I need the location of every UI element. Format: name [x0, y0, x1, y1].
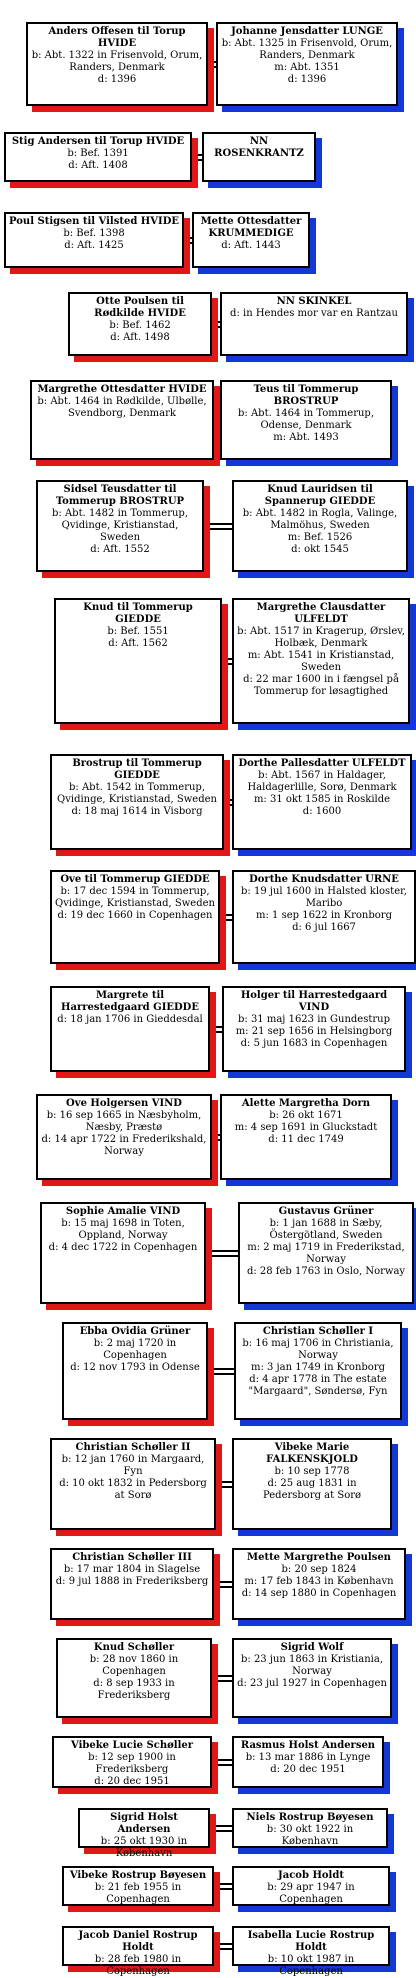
- marriage-connector: [210, 523, 232, 525]
- person-detail: d: 18 maj 1614 in Visborg: [71, 806, 203, 817]
- person-name: Sigrid Holst Andersen: [110, 1812, 178, 1835]
- person-detail: b: 26 okt 1671: [269, 1110, 343, 1121]
- person-detail: m: Abt. 1351: [274, 62, 340, 73]
- marriage-connector: [212, 1255, 238, 1257]
- person-detail: b: Abt. 1322 in Frisenvold, Orum, Randers, Denmark: [31, 50, 203, 73]
- marriage-connector: [214, 61, 216, 63]
- person-detail: m: 31 okt 1585 in Roskilde: [253, 794, 391, 805]
- marriage-connector: [218, 1759, 232, 1761]
- person-detail: d: in Hendes mor var en Rantzau: [230, 308, 398, 319]
- marriage-connector: [198, 154, 202, 156]
- marriage-connector: [212, 1250, 238, 1252]
- marriage-connector: [214, 1368, 234, 1370]
- person-box-left[interactable]: [50, 754, 224, 850]
- person-name: Holger til Harrestedgaard VIND: [240, 990, 388, 1013]
- person-box-left[interactable]: [56, 1638, 212, 1718]
- person-detail: m: 4 sep 1691 in Gluckstadt: [234, 1122, 378, 1133]
- marriage-connector: [228, 658, 232, 660]
- person-name: Margrethe Ottesdatter HVIDE: [37, 384, 207, 395]
- marriage-connector: [190, 242, 192, 244]
- person-detail: d: 20 dec 1951: [270, 1764, 346, 1775]
- person-detail: d: 5 jun 1683 in Copenhagen: [240, 1038, 388, 1049]
- person-box-left[interactable]: [50, 986, 210, 1072]
- person-detail: b: Abt. 1567 in Haldager, Haldagerlille, Sorø, Denmark: [247, 770, 397, 793]
- person-box-left[interactable]: [4, 212, 184, 268]
- person-name: Christian Schøller III: [72, 1552, 192, 1563]
- person-name: Knud til Tommerup GIEDDE: [83, 602, 193, 625]
- marriage-connector: [218, 1680, 232, 1682]
- person-box-left[interactable]: [50, 1438, 216, 1530]
- marriage-connector: [190, 237, 192, 239]
- marriage-connector: [220, 1948, 232, 1950]
- person-box-right[interactable]: [232, 1926, 390, 1977]
- person-detail: b: Bef. 1551: [107, 626, 169, 637]
- person-box-left[interactable]: [4, 132, 192, 182]
- person-detail: b: 23 jun 1863 in Kristiania, Norway: [241, 1654, 383, 1677]
- person-box-right[interactable]: [220, 292, 408, 356]
- person-detail: b: 31 maj 1623 in Gundestrup: [238, 1014, 390, 1025]
- person-box-left[interactable]: [54, 598, 222, 724]
- marriage-connector: [226, 919, 232, 921]
- person-box-left[interactable]: [36, 480, 204, 572]
- person-name: Otte Poulsen til Rødkilde HVIDE: [94, 296, 186, 319]
- person-detail: d: 8 sep 1933 in Frederiksberg: [93, 1678, 175, 1701]
- person-name: Sigrid Wolf: [280, 1642, 344, 1653]
- person-name: Poul Stigsen til Vilsted HVIDE: [9, 216, 179, 227]
- person-detail: b: 29 apr 1947 in Copenhagen: [267, 1882, 355, 1905]
- person-detail: b: 16 sep 1665 in Næsbyholm, Næsby, Præstø: [46, 1110, 202, 1133]
- person-detail: m: Abt. 1493: [273, 432, 339, 443]
- person-detail: b: 21 feb 1955 in Copenhagen: [94, 1882, 182, 1905]
- person-box-right[interactable]: [192, 212, 310, 268]
- marriage-connector: [214, 66, 216, 68]
- person-detail: b: Abt. 1482 in Rogla, Valinge, Malmöhus, Sweden: [242, 508, 398, 531]
- person-detail: d: 1396: [97, 74, 137, 85]
- person-detail: d: 14 apr 1722 in Frederikshald, Norway: [41, 1134, 207, 1157]
- person-box-right[interactable]: [202, 132, 316, 182]
- person-name: Knud Schøller: [93, 1642, 175, 1653]
- person-box-right[interactable]: [238, 1202, 414, 1304]
- person-detail: b: Abt. 1464 in Rødkilde, Ulbølle, Svendborg, Denmark: [37, 396, 207, 419]
- person-detail: b: Abt. 1482 in Tommerup, Qvidinge, Kristianstad, Sweden: [52, 508, 188, 543]
- person-name: Anders Offesen til Torup HVIDE: [48, 26, 186, 49]
- person-detail: b: 17 dec 1594 in Tommerup, Qvidinge, Kristianstad, Sweden: [55, 886, 215, 909]
- person-detail: b: 19 jul 1600 in Halsted kloster, Maribo: [241, 886, 407, 909]
- person-name: Dorthe Pallesdatter ULFELDT: [238, 758, 406, 769]
- marriage-connector: [220, 1888, 232, 1890]
- person-detail: m: 3 jan 1749 in Kronborg: [250, 1362, 385, 1373]
- person-box-left[interactable]: [30, 380, 214, 460]
- person-name: Stig Andersen til Torup HVIDE: [11, 136, 185, 147]
- person-detail: b: 28 feb 1980 in Copenhagen: [94, 1954, 182, 1977]
- person-detail: b: 1 jan 1688 in Sæby, Östergötland, Sweden: [269, 1218, 383, 1241]
- person-name: Sidsel Teusdatter til Tommerup BROSTRUP: [55, 484, 185, 507]
- person-detail: b: 12 sep 1900 in Frederiksberg: [88, 1752, 176, 1775]
- marriage-connector: [220, 1586, 232, 1588]
- person-name: Christian Schøller II: [75, 1442, 191, 1453]
- person-box-right[interactable]: [220, 1094, 392, 1180]
- person-detail: b: 17 mar 1804 in Slagelse: [63, 1564, 201, 1575]
- person-detail: d: 19 dec 1660 in Copenhagen: [57, 910, 213, 921]
- person-detail: d: Aft. 1408: [68, 160, 128, 171]
- person-detail: b: 2 maj 1720 in Copenhagen: [93, 1338, 177, 1361]
- person-name: Teus til Tommerup BROSTRUP: [253, 384, 359, 407]
- person-name: Margrete til Harrestedgaard GIEDDE: [61, 990, 199, 1013]
- person-detail: d: 22 mar 1600 in i fængsel på Tommerup for løsagtighed: [243, 674, 399, 697]
- marriage-connector: [216, 1031, 222, 1033]
- person-detail: b: 20 sep 1824: [281, 1564, 357, 1575]
- person-name: Ove til Tommerup GIEDDE: [60, 874, 210, 885]
- person-box-right[interactable]: [232, 1866, 390, 1906]
- marriage-connector: [226, 914, 232, 916]
- person-detail: d: 1396: [287, 74, 327, 85]
- person-name: Dorthe Knudsdatter URNE: [249, 874, 399, 885]
- marriage-connector: [218, 1675, 232, 1677]
- person-detail: d: 23 jul 1927 in Copenhagen: [237, 1678, 387, 1689]
- person-box-right[interactable]: [232, 754, 412, 850]
- person-box-left[interactable]: [50, 1548, 214, 1620]
- marriage-connector: [230, 804, 232, 806]
- person-box-right[interactable]: [232, 1638, 392, 1718]
- person-detail: d: 18 jan 1706 in Gieddesdal: [57, 1014, 203, 1025]
- person-detail: m: 17 feb 1843 in København: [244, 1576, 394, 1587]
- person-name: Vibeke Marie FALKENSKJOLD: [266, 1442, 358, 1465]
- person-detail: b: Abt. 1325 in Frisenvold, Orum, Randers, Denmark: [221, 38, 393, 61]
- person-box-right[interactable]: [232, 598, 410, 724]
- person-box-right[interactable]: [232, 480, 408, 572]
- person-name: Isabella Lucie Rostrup Holdt: [247, 1930, 375, 1953]
- person-detail: d: 11 dec 1749: [268, 1134, 344, 1145]
- person-detail: b: 10 okt 1987 in Copenhagen: [267, 1954, 355, 1977]
- person-detail: d: 4 apr 1778 in The estate "Margaard", Søndersø, Fyn: [248, 1374, 388, 1397]
- person-detail: m: Abt. 1541 in Kristianstad, Sweden: [247, 650, 395, 673]
- person-detail: b: 13 mar 1886 in Lynge: [245, 1752, 371, 1763]
- person-box-right[interactable]: [232, 1808, 388, 1848]
- person-box-right[interactable]: [222, 986, 406, 1072]
- person-detail: d: 6 jul 1667: [292, 922, 356, 933]
- marriage-connector: [230, 799, 232, 801]
- person-box-left[interactable]: [68, 292, 212, 356]
- person-detail: d: 25 aug 1831 in Pedersborg at Sorø: [262, 1478, 362, 1501]
- person-detail: d: Aft. 1562: [108, 638, 168, 649]
- person-detail: m: 1 sep 1622 in Kronborg: [256, 910, 392, 921]
- marriage-connector: [218, 326, 220, 328]
- marriage-connector: [210, 528, 232, 530]
- person-box-left[interactable]: [26, 22, 208, 106]
- person-box-right[interactable]: [232, 870, 416, 964]
- person-detail: d: Aft. 1498: [110, 332, 170, 343]
- person-box-right[interactable]: [232, 1736, 384, 1788]
- person-detail: b: 10 sep 1778: [274, 1466, 350, 1477]
- marriage-connector: [220, 1943, 232, 1945]
- person-box-right[interactable]: [216, 22, 398, 106]
- person-name: Niels Rostrup Bøyesen: [246, 1812, 374, 1823]
- marriage-connector: [216, 1830, 232, 1832]
- person-detail: m: Bef. 1526: [287, 532, 353, 543]
- person-detail: b: Bef. 1391: [67, 148, 129, 159]
- person-detail: b: 28 nov 1860 in Copenhagen: [89, 1654, 179, 1677]
- marriage-connector: [228, 663, 232, 665]
- person-box-left[interactable]: [52, 1736, 212, 1788]
- person-detail: d: 9 jul 1888 in Frederiksberg: [55, 1576, 209, 1587]
- person-name: Ove Holgersen VIND: [66, 1098, 182, 1109]
- person-box-right[interactable]: [234, 1322, 402, 1420]
- person-detail: d: 1600: [302, 806, 342, 817]
- person-name: Vibeke Rostrup Bøyesen: [69, 1870, 207, 1881]
- person-detail: d: okt 1545: [291, 544, 349, 555]
- marriage-connector: [222, 1481, 232, 1483]
- person-detail: d: 12 nov 1793 in Odense: [70, 1362, 200, 1373]
- person-box-right[interactable]: [232, 1438, 392, 1530]
- person-detail: d: 14 sep 1880 in Copenhagen: [241, 1588, 397, 1599]
- person-name: NN SKINKEL: [276, 296, 352, 307]
- person-box-left[interactable]: [40, 1202, 206, 1304]
- marriage-connector: [218, 321, 220, 323]
- person-box-left[interactable]: [62, 1322, 208, 1420]
- marriage-connector: [216, 1026, 222, 1028]
- person-detail: m: 21 sep 1656 in Helsingborg: [235, 1026, 393, 1037]
- person-name: Mette Ottesdatter KRUMMEDIGE: [200, 216, 302, 239]
- person-name: Jacob Daniel Rostrup Holdt: [78, 1930, 198, 1953]
- person-detail: b: 25 okt 1930 in København: [100, 1836, 188, 1859]
- person-name: Gustavus Grüner: [278, 1206, 374, 1217]
- person-box-left[interactable]: [50, 870, 220, 964]
- person-detail: d: 4 dec 1722 in Copenhagen: [48, 1242, 198, 1253]
- person-name: NN ROSENKRANTZ: [214, 136, 304, 159]
- person-detail: b: Abt. 1542 in Tommerup, Qvidinge, Kristianstad, Sweden: [57, 782, 217, 805]
- person-box-left[interactable]: [78, 1808, 210, 1859]
- person-name: Johanne Jensdatter LUNGE: [231, 26, 383, 37]
- person-box-right[interactable]: [232, 1548, 406, 1620]
- person-name: Vibeke Lucie Schøller: [70, 1740, 194, 1751]
- marriage-connector: [218, 1764, 232, 1766]
- person-name: Sophie Amalie VIND: [65, 1206, 181, 1217]
- person-detail: d: Aft. 1443: [221, 240, 281, 251]
- marriage-connector: [214, 1373, 234, 1375]
- marriage-connector: [220, 1883, 232, 1885]
- marriage-connector: [222, 1486, 232, 1488]
- person-name: Knud Lauridsen til Spannerup GIEDDE: [264, 484, 376, 507]
- marriage-connector: [198, 159, 202, 161]
- person-detail: d: 10 okt 1832 in Pedersborg at Sorø: [59, 1478, 207, 1501]
- person-box-left[interactable]: [62, 1926, 214, 1977]
- person-name: Brostrup til Tommerup GIEDDE: [72, 758, 202, 781]
- person-detail: b: Abt. 1517 in Kragerup, Ørslev, Holbæk, Denmark: [237, 626, 405, 649]
- person-name: Alette Margretha Dorn: [241, 1098, 371, 1109]
- person-detail: b: 15 maj 1698 in Toten, Oppland, Norway: [61, 1218, 185, 1241]
- person-box-right[interactable]: [220, 380, 392, 460]
- person-name: Ebba Ovidia Grüner: [79, 1326, 191, 1337]
- person-name: Margrethe Clausdatter ULFELDT: [256, 602, 386, 625]
- person-box-left[interactable]: [62, 1866, 214, 1906]
- marriage-connector: [218, 1139, 220, 1141]
- person-detail: d: Aft. 1425: [64, 240, 124, 251]
- person-detail: b: Bef. 1398: [63, 228, 125, 239]
- person-detail: d: 20 dec 1951: [94, 1776, 170, 1787]
- person-detail: b: 12 jan 1760 in Margaard, Fyn: [61, 1454, 205, 1477]
- person-detail: b: Bef. 1462: [109, 320, 171, 331]
- person-box-left[interactable]: [36, 1094, 212, 1180]
- person-name: Christian Schøller I: [262, 1326, 374, 1337]
- person-detail: d: Aft. 1552: [90, 544, 150, 555]
- marriage-connector: [218, 1134, 220, 1136]
- person-detail: b: Abt. 1464 in Tommerup, Odense, Denmark: [238, 408, 374, 431]
- person-name: Rasmus Holst Andersen: [240, 1740, 376, 1751]
- person-name: Jacob Holdt: [278, 1870, 344, 1881]
- marriage-connector: [216, 1825, 232, 1827]
- marriage-connector: [220, 1581, 232, 1583]
- person-detail: b: 30 okt 1922 in København: [266, 1824, 354, 1847]
- person-detail: b: 16 maj 1706 in Christiania, Norway: [242, 1338, 394, 1361]
- person-name: Mette Margrethe Poulsen: [247, 1552, 391, 1563]
- person-detail: m: 2 maj 1719 in Frederikstad, Norway: [247, 1242, 405, 1265]
- person-detail: d: 28 feb 1763 in Oslo, Norway: [246, 1266, 406, 1277]
